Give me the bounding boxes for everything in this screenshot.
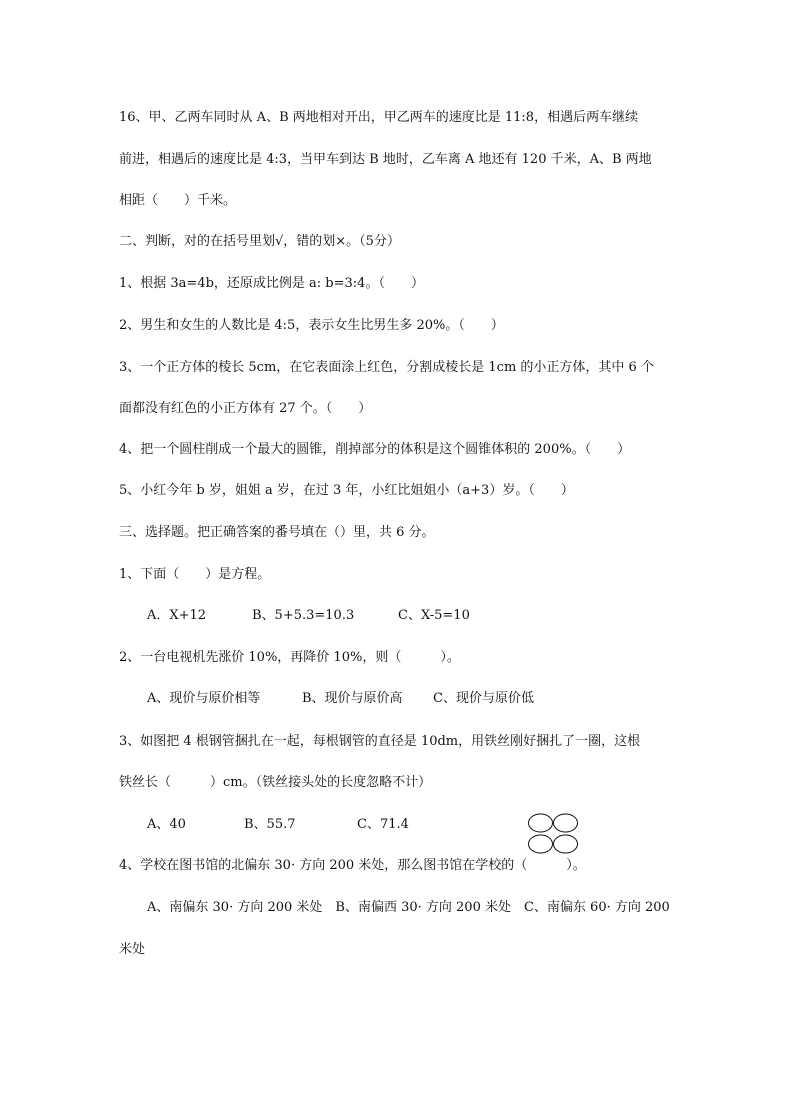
s2-item-3-line-2: 面都没有红色的小正方体有 27 个。（ ） — [119, 401, 372, 416]
s2-item-1: 1、根据 3a=4b，还原成比例是 a: b=3:4。（ ） — [119, 276, 424, 291]
s3-q3-options — [147, 816, 409, 834]
s3-q2-option-c: C、现价与原价低 — [433, 691, 534, 706]
pipe-circle-bottom-right — [554, 835, 578, 853]
section2-heading: 二、判断，对的在括号里划√，错的划×。（5分） — [119, 234, 400, 249]
s3-q3-option-a: A、40 — [147, 817, 186, 832]
s3-q3-option-c: C、71.4 — [357, 817, 409, 832]
pipe-circle-top-right — [554, 814, 578, 832]
s2-item-2: 2、男生和女生的人数比是 4:5，表示女生比男生多 20%。（ ） — [119, 318, 504, 333]
s3-q3-stem-line-2: 铁丝长（ ）cm。（铁丝接头处的长度忽略不计） — [119, 775, 432, 790]
s3-q4-options-line-1: A、南偏东 30· 方向 200 米处 B、南偏西 30· 方向 200 米处 C、南偏东 60· 方向 200 — [147, 900, 670, 915]
q16-line-3: 相距（ ）千米。 — [119, 193, 237, 208]
s3-q1-option-b: B、5+5.3=10.3 — [252, 608, 355, 623]
s3-q2-stem: 2、一台电视机先涨价 10%，再降价 10%，则（ ）。 — [119, 650, 460, 665]
s2-item-5: 5、小红今年 b 岁，姐姐 a 岁，在过 3 年，小红比姐姐小（a+3）岁。（ ） — [119, 483, 574, 498]
q16-line-1: 16、甲、乙两车同时从 A、B 两地相对开出，甲乙两车的速度比是 11:8，相遇后两车继续 — [119, 110, 639, 125]
section3-heading: 三、选择题。把正确答案的番号填在（）里，共 6 分。 — [119, 525, 435, 540]
s3-q1-stem: 1、下面（ ）是方程。 — [119, 567, 271, 582]
s2-item-3-line-1: 3、一个正方体的棱长 5cm，在它表面涂上红色，分割成棱长是 1cm 的小正方体，其中 6 个 — [119, 360, 654, 375]
s3-q3-stem-line-1: 3、如图把 4 根钢管捆扎在一起，每根钢管的直径是 10dm，用铁丝刚好捆扎了一圈，这根 — [119, 734, 641, 749]
s3-q2-option-a: A、现价与原价相等 — [147, 691, 261, 706]
pipe-circle-bottom-left — [529, 835, 553, 853]
s3-q2-options — [147, 690, 534, 708]
s3-q2-option-b: B、现价与原价高 — [302, 691, 403, 706]
s3-q4-options-line-2: 米处 — [119, 942, 146, 957]
four-pipes-figure — [527, 812, 579, 856]
s3-q1-option-c: C、X-5=10 — [398, 608, 470, 623]
q16-line-2: 前进，相遇后的速度比是 4:3，当甲车到达 B 地时，乙车离 A 地还有 120 千米，A、B 两地 — [119, 152, 652, 167]
s3-q3-option-b: B、55.7 — [244, 817, 296, 832]
s2-item-4: 4、把一个圆柱削成一个最大的圆锥，削掉部分的体积是这个圆锥体积的 200%。（ ） — [119, 442, 631, 457]
s3-q1-option-a: A．X+12 — [147, 608, 207, 623]
pipe-circle-top-left — [529, 814, 553, 832]
s3-q4-stem: 4、学校在图书馆的北偏东 30· 方向 200 米处，那么图书馆在学校的（ ）。 — [119, 858, 586, 873]
s3-q1-options — [147, 607, 470, 625]
